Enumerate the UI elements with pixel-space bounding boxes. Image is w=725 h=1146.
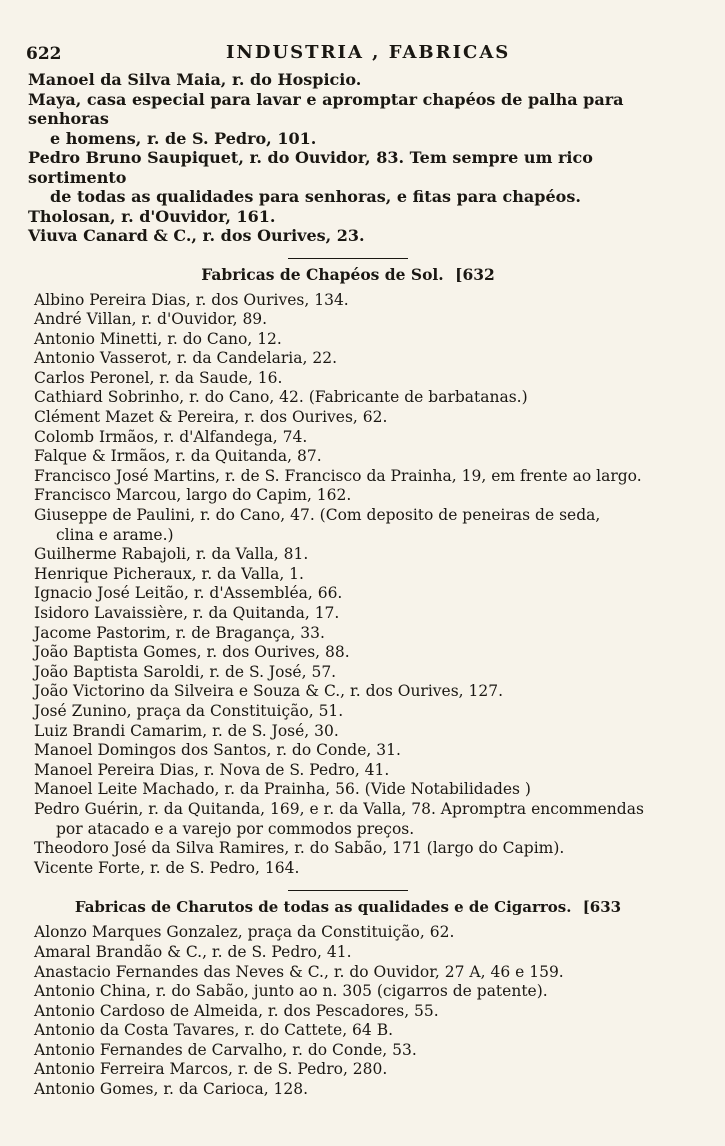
- entry-text: Pedro Bruno Saupiquet, r. do Ouvidor, 83. Tem sempre um rico sortimento: [28, 148, 593, 187]
- entry-text: Antonio Cardoso de Almeida, r. dos Pescadores, 55.: [34, 1001, 439, 1020]
- list-entry: [28, 643, 668, 663]
- entry-text: Henrique Picheraux, r. da Valla, 1.: [34, 564, 304, 583]
- list-entry: [28, 506, 668, 545]
- list-entry: [28, 859, 668, 879]
- section-ref: [632: [455, 264, 495, 284]
- section-ref: [633: [582, 898, 622, 917]
- list-entry: [28, 148, 668, 207]
- entry-text: Pedro Guérin, r. da Quitanda, 169, e r. da Valla, 78. Apromptra encommendas: [34, 799, 644, 818]
- entry-text: Colomb Irmãos, r. d'Alfandega, 74.: [34, 427, 308, 446]
- list-entry: [28, 207, 668, 227]
- list-entry: [28, 604, 668, 624]
- entry-text: Anastacio Fernandes das Neves & C., r. do Ouvidor, 27 A, 46 e 159.: [34, 962, 564, 981]
- page-content: [28, 70, 668, 1100]
- entry-text: Tholosan, r. d'Ouvidor, 161.: [28, 206, 276, 226]
- list-entry: [28, 1041, 668, 1061]
- entry-text: Clément Mazet & Pereira, r. dos Ourives, 62.: [34, 408, 388, 427]
- list-entry: [28, 310, 668, 330]
- section-title-text: Fabricas de Charutos de todas as qualidades e de Cigarros.: [74, 898, 572, 917]
- list-entry: [28, 369, 668, 389]
- list-entry: [28, 1002, 668, 1022]
- entry-text: Isidoro Lavaissière, r. da Quitanda, 17.: [34, 604, 340, 622]
- list-entry: [28, 408, 668, 428]
- list-entry: [28, 780, 668, 800]
- entry-text: Antonio Ferreira Marcos, r. de S. Pedro, 280.: [34, 1060, 388, 1079]
- entry-continuation: por atacado e a varejo por commodos preços.: [56, 819, 415, 838]
- list-entry: [28, 923, 668, 943]
- entry-text: Cathiard Sobrinho, r. do Cano, 42. (Fabricante de barbatanas.): [34, 388, 528, 407]
- list-entry: [28, 447, 668, 467]
- list-entry: [28, 90, 668, 149]
- entry-text: Theodoro José da Silva Ramires, r. do Sabão, 171 (largo do Capim).: [34, 839, 565, 858]
- list-entry: [28, 467, 668, 487]
- section-charutos: [28, 897, 668, 1099]
- list-entry: [28, 800, 668, 839]
- list-entry: [28, 963, 668, 983]
- page-header: [26, 40, 685, 68]
- list-entry: [28, 428, 668, 448]
- list-entry: [28, 761, 668, 781]
- entry-text: Vicente Forte, r. de S. Pedro, 164.: [34, 858, 300, 877]
- entry-text: Viuva Canard & C., r. dos Ourives, 23.: [28, 226, 365, 245]
- list-entry: [28, 741, 668, 761]
- list-entry: [28, 702, 668, 722]
- intro-list: [28, 70, 668, 246]
- entry-list: [28, 923, 668, 1099]
- entry-text: Antonio China, r. do Sabão, junto ao n. 305 (cigarros de patente).: [34, 982, 548, 1001]
- entry-continuation: clina e arame.): [56, 525, 174, 544]
- list-entry: [28, 70, 668, 90]
- entry-text: Falque & Irmãos, r. da Quitanda, 87.: [34, 447, 322, 466]
- entry-text: João Baptista Saroldi, r. de S. José, 57.: [34, 662, 337, 681]
- list-entry: [28, 349, 668, 369]
- entry-text: Ignacio José Leitão, r. d'Assembléa, 66.: [34, 584, 343, 603]
- entry-text: Antonio da Costa Tavares, r. do Cattete, 64 B.: [34, 1021, 394, 1040]
- entry-text: Guilherme Rabajoli, r. da Valla, 81.: [34, 545, 309, 564]
- entry-text: Manoel Pereira Dias, r. Nova de S. Pedro, 41.: [34, 760, 390, 779]
- entry-text: Luiz Brandi Camarim, r. de S. José, 30.: [34, 721, 339, 740]
- entry-text: Alonzo Marques Gonzalez, praça da Constituição, 62.: [34, 923, 455, 942]
- entry-text: José Zunino, praça da Constituição, 51.: [34, 701, 344, 720]
- section-title-text: Fabricas de Chapéos de Sol.: [201, 264, 444, 284]
- entry-text: Giuseppe de Paulini, r. do Cano, 47. (Com deposito de peneiras de seda,: [34, 506, 601, 525]
- list-entry: [28, 682, 668, 702]
- list-entry: [28, 624, 668, 644]
- list-entry: [28, 722, 668, 742]
- entry-text: Jacome Pastorim, r. de Bragança, 33.: [34, 623, 325, 642]
- entry-text: Amaral Brandão & C., r. de S. Pedro, 41.: [34, 942, 352, 961]
- list-entry: [28, 982, 668, 1002]
- entry-text: Francisco Marcou, largo do Capim, 162.: [34, 486, 352, 505]
- entry-list: [28, 291, 668, 879]
- list-entry: [28, 943, 668, 963]
- entry-text: Manoel Leite Machado, r. da Prainha, 56. (Vide Notabilidades ): [34, 780, 531, 799]
- section-chapeos-de-sol: [28, 265, 668, 879]
- entry-continuation: e homens, r. de S. Pedro, 101.: [50, 128, 317, 148]
- list-entry: [28, 388, 668, 408]
- list-entry: [28, 330, 668, 350]
- list-entry: [28, 1021, 668, 1041]
- page-number: 622: [26, 44, 62, 64]
- section-title: [28, 265, 668, 285]
- entry-text: Antonio Fernandes de Carvalho, r. do Conde, 53.: [34, 1040, 417, 1059]
- entry-text: Antonio Vasserot, r. da Candelaria, 22.: [34, 349, 337, 368]
- list-entry: [28, 291, 668, 311]
- list-entry: [28, 565, 668, 585]
- section-divider: [288, 258, 408, 259]
- list-entry: [28, 584, 668, 604]
- entry-text: Carlos Peronel, r. da Saude, 16.: [34, 368, 283, 387]
- list-entry: [28, 545, 668, 565]
- entry-text: Manoel Domingos dos Santos, r. do Conde, 31.: [34, 741, 401, 760]
- section-divider: [288, 890, 408, 891]
- entry-text: Antonio Gomes, r. da Carioca, 128.: [34, 1080, 309, 1099]
- entry-text: Antonio Minetti, r. do Cano, 12.: [34, 329, 282, 348]
- list-entry: [28, 1080, 668, 1100]
- list-entry: [28, 1060, 668, 1080]
- entry-text: Francisco José Martins, r. de S. Francisco da Prainha, 19, em frente ao largo.: [34, 466, 642, 485]
- running-title: INDUSTRIA , FABRICAS: [226, 42, 511, 63]
- entry-text: Albino Pereira Dias, r. dos Ourives, 134.: [34, 290, 349, 309]
- list-entry: [28, 486, 668, 506]
- list-entry: [28, 226, 668, 246]
- list-entry: [28, 839, 668, 859]
- entry-text: Maya, casa especial para lavar e apromptar chapéos de palha para senhoras: [28, 89, 624, 128]
- entry-text: André Villan, r. d'Ouvidor, 89.: [34, 310, 268, 329]
- section-title: [28, 897, 668, 917]
- entry-text: João Victorino da Silveira e Souza & C., r. dos Ourives, 127.: [34, 682, 504, 701]
- entry-text: João Baptista Gomes, r. dos Ourives, 88.: [34, 643, 350, 662]
- list-entry: [28, 663, 668, 683]
- entry-continuation: de todas as qualidades para senhoras, e fitas para chapéos.: [50, 187, 581, 206]
- entry-text: Manoel da Silva Maia, r. do Hospicio.: [28, 70, 362, 89]
